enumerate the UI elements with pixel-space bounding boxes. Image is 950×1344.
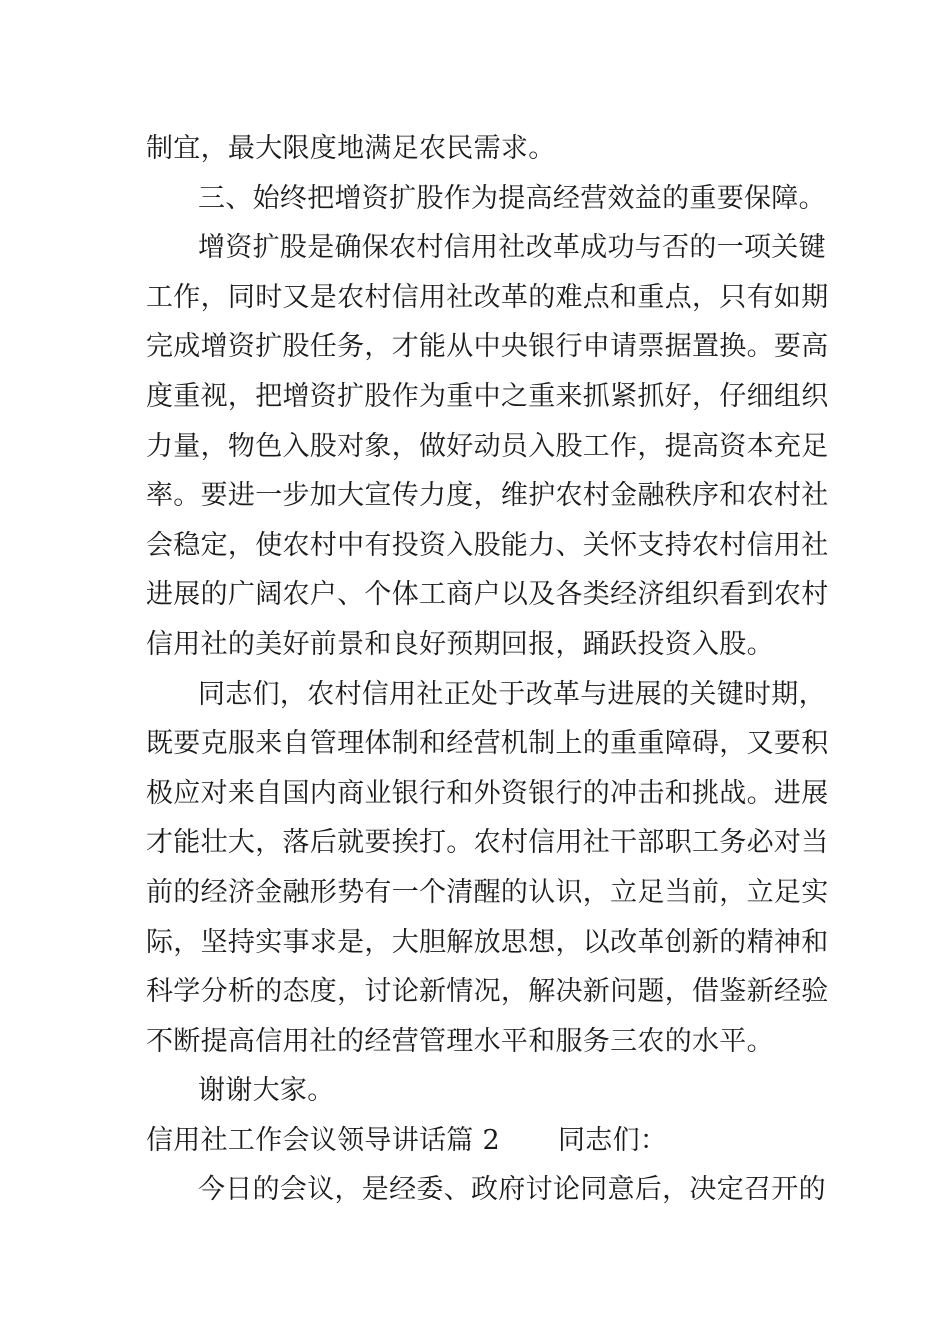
- section-heading: 三、始终把增资扩股作为提高经营效益的重要保障。: [198, 182, 826, 214]
- paragraph-line: 信用社的美好前景和良好预期回报，踊跃投资入股。: [146, 628, 774, 660]
- paragraph-line: 同志们，农村信用社正处于改革与进展的关键时期，: [198, 678, 826, 710]
- greeting: 同志们：: [557, 1124, 668, 1156]
- paragraph-line: 既要克服来自管理体制和经营机制上的重重障碍，又要积: [146, 728, 829, 760]
- paragraph-line: 极应对来自国内商业银行和外资银行的冲击和挑战。进展: [146, 777, 829, 809]
- paragraph-line: 际，坚持实事求是，大胆解放思想，以改革创新的精神和: [146, 926, 829, 958]
- paragraph-line: 完成增资扩股任务，才能从中央银行申请票据置换。要高: [146, 331, 829, 363]
- paragraph-line: 制宜，最大限度地满足农民需求。: [146, 133, 556, 164]
- document-body: [146, 124, 829, 1215]
- closing-line: 谢谢大家。: [198, 1075, 335, 1107]
- paragraph-line: 率。要进一步加大宣传力度，维护农村金融秩序和农村社: [146, 480, 829, 512]
- paragraph-line: 力量，物色入股对象，做好动员入股工作，提高资本充足: [146, 430, 829, 462]
- paragraph-line: 工作，同时又是农村信用社改革的难点和重点，只有如期: [146, 281, 829, 313]
- paragraph-line: 会稳定，使农村中有投资入股能力、关怀支持农村信用社: [146, 529, 829, 561]
- paragraph-line: 增资扩股是确保农村信用社改革成功与否的一项关键: [198, 232, 826, 264]
- paragraph-line: 前的经济金融形势有一个清醒的认识，立足当前，立足实: [146, 876, 829, 908]
- section-title: 信用社工作会议领导讲话篇 2: [146, 1124, 500, 1156]
- paragraph-line: 不断提高信用社的经营管理水平和服务三农的水平。: [146, 1025, 774, 1057]
- paragraph-line: 科学分析的态度，讨论新情况，解决新问题，借鉴新经验: [146, 976, 829, 1008]
- paragraph-line: 才能壮大，落后就要挨打。农村信用社干部职工务必对当: [146, 827, 829, 859]
- section-title-row: [146, 1116, 810, 1166]
- paragraph-line: 进展的广阔农户、个体工商户以及各类经济组织看到农村: [146, 579, 829, 611]
- paragraph-line: 今日的会议，是经委、政府讨论同意后，决定召开的: [198, 1174, 826, 1206]
- paragraph-line: 度重视，把增资扩股作为重中之重来抓紧抓好，仔细组织: [146, 380, 829, 412]
